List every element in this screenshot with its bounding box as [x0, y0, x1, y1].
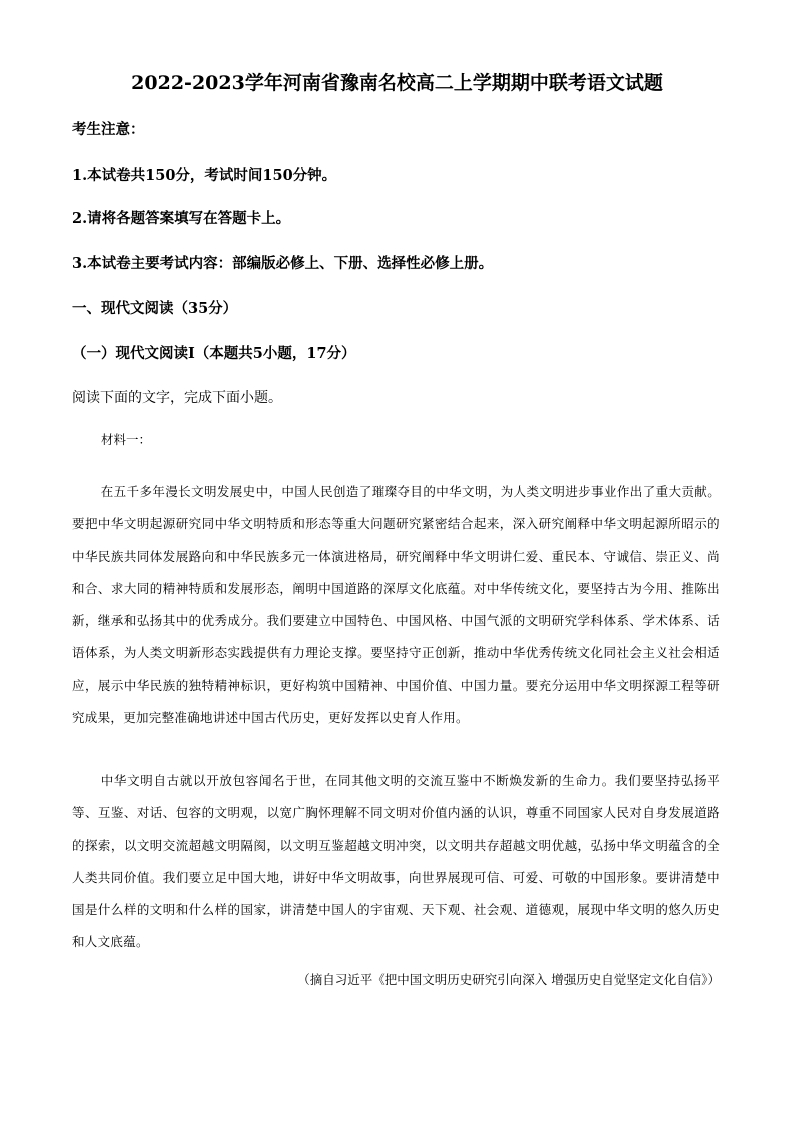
subsection-heading: （一）现代文阅读Ⅰ（本题共5小题，17分） [72, 345, 356, 362]
reading-instruction: 阅读下面的文字，完成下面小题。 [72, 390, 282, 406]
material-paragraph-1: 在五千多年漫长文明发展史中，中国人民创造了璀璨夺目的中华文明，为人类文明进步事业作出了重大贡献。要把中华文明起源研究同中华文明特质和形态等重大问题研究紧密结合起来，深入研究阐释中华文明起源所昭示的中华民族共同体发展路向和中华民族多元一体演进格局，研究阐释中华文明讲仁爱、重民本、守诚信、崇正义、尚和合、求大同的精神特质和发展形态，阐明中国道路的深厚文化底蕴。对中华传统文化，要坚持古为今用、推陈出新，继承和弘扬其中的优秀成分。我们要建立中国特色、中国风格、中国气派的文明研究学科体系、学术体系、话语体系，为人类文明新形态实践提供有力理论支撑。要坚持守正创新，推动中华优秀传统文化同社会主义社会相适应，展示中华民族的独特精神标识，更好构筑中国精神、中国价值、中国力量。要充分运用中华文明探源工程等研究成果，更加完整准确地讲述中国古代历史，更好发挥以史育人作用。 [72, 484, 720, 726]
material-paragraph-2: 中华文明自古就以开放包容闻名于世，在同其他文明的交流互鉴中不断焕发新的生命力。我们要坚持弘扬平等、互鉴、对话、包容的文明观，以宽广胸怀理解不同文明对价值内涵的认识，尊重不同国家人民对自身发展道路的探索，以文明交流超越文明隔阂，以文明互鉴超越文明冲突，以文明共存超越文明优越，弘扬中华文明蕴含的全人类共同价值。我们要立足中国大地，讲好中华文明故事，向世界展现可信、可爱、可敬的中国形象。要讲清楚中国是什么样的文明和什么样的国家，讲清楚中国人的宇宙观、天下观、社会观、道德观，展现中华文明的悠久历史和人文底蕴。 [72, 773, 720, 950]
notice-item-2: 2.请将各题答案填写在答题卡上。 [72, 210, 291, 227]
document-title: 2022-2023学年河南省豫南名校高二上学期期中联考语文试题 [131, 72, 663, 94]
notice-item-3: 3.本试卷主要考试内容：部编版必修上、下册、选择性必修上册。 [72, 255, 494, 272]
source-citation: （摘自习近平《把中国文明历史研究引向深入 增强历史自觉坚定文化自信》） [297, 972, 720, 987]
notice-item-1: 1.本试卷共150分，考试时间150分钟。 [72, 167, 337, 184]
material-label: 材料一： [101, 432, 152, 447]
notice-heading: 考生注意： [72, 121, 145, 138]
section-heading: 一、现代文阅读（35分） [72, 300, 238, 317]
